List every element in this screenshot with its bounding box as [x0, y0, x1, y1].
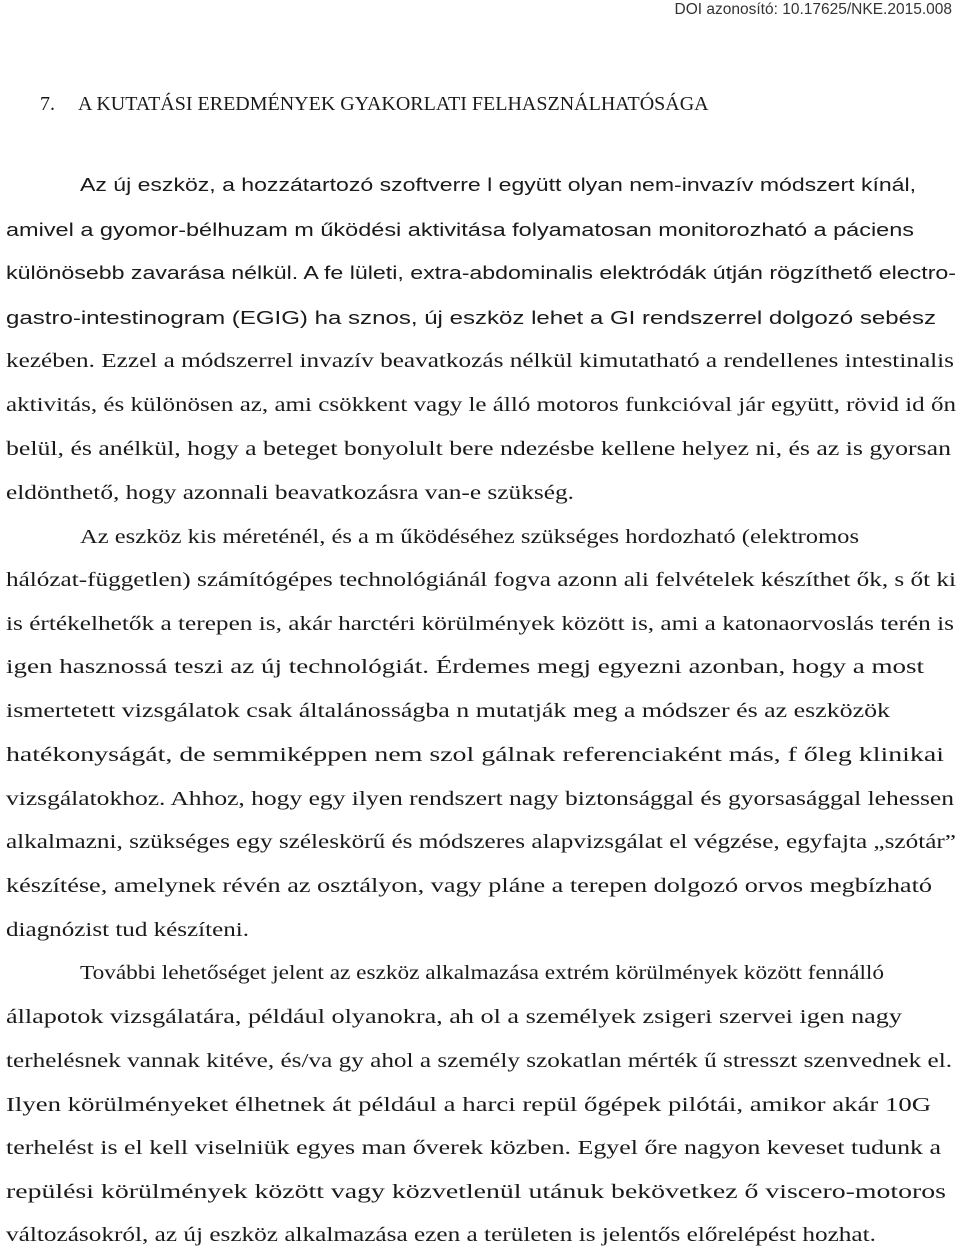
text-line: repülési körülmények között vagy közvetlenül utánuk bekövetkez ő viscero-motoros: [6, 1181, 946, 1203]
text-line: aktivitás, és különösen az, ami csökkent vagy le álló motoros funkcióval jár együtt, rövid id őn: [6, 394, 957, 416]
text-line: ismertetett vizsgálatok csak általánosságba n mutatják meg a módszer és az eszközök: [6, 700, 891, 722]
text-line: Ilyen körülményeket élhetnek át például a harci repül őgépek pilótái, amikor akár 10G: [6, 1094, 932, 1116]
text-line: Az új eszköz, a hozzátartozó szoftverre l együtt olyan nem-invazív módszert kínál,: [80, 174, 917, 195]
text-line: készítése, amelynek révén az osztályon, vagy pláne a terepen dolgozó orvos megbízható: [6, 875, 932, 897]
text-line: gastro-intestinogram (EGIG) ha sznos, új eszköz lehet a GI rendszerrel dolgozó sebész: [6, 307, 936, 328]
text-line: vizsgálatokhoz. Ahhoz, hogy egy ilyen rendszert nagy biztonsággal és gyorsasággal lehessen: [6, 788, 955, 810]
section-number: 7.: [40, 93, 55, 115]
text-line: Az eszköz kis méreténél, és a m űködéséhez szükséges hordozható (elektromos: [80, 526, 860, 548]
text-line: terhelésnek vannak kitéve, és/va gy ahol a személy szokatlan mérték ű stresszt szenvednek el.: [6, 1050, 953, 1072]
text-line: alkalmazni, szükséges egy széleskörű és módszeres alapvizsgálat el végzése, egyfajta „szótár”: [6, 831, 956, 853]
text-line: További lehetőséget jelent az eszköz alkalmazása extrém körülmények között fennálló: [80, 962, 885, 984]
text-line: eldönthető, hogy azonnali beavatkozásra van-e szükség.: [6, 482, 575, 504]
text-line: is értékelhetők a terepen is, akár harctéri körülmények között is, ami a katonaorvoslás terén is: [6, 613, 954, 635]
text-line: változásokról, az új eszköz alkalmazása ezen a területen is jelentős előrelépést hozhat.: [6, 1224, 876, 1246]
text-line: belül, és anélkül, hogy a beteget bonyolult bere ndezésbe kellene helyez ni, és az is gyorsan: [6, 438, 952, 460]
text-line: különösebb zavarása nélkül. A fe lületi, extra-abdominalis elektródák útján rögzíthető electro-: [6, 262, 957, 283]
text-line: hálózat-független) számítógépes technológiánál fogva azonn ali felvételek készíthet ők, s őt ki: [6, 569, 957, 591]
text-line: amivel a gyomor-bélhuzam m űködési aktivitása folyamatosan monitorozható a páciens: [6, 219, 915, 240]
text-line: állapotok vizsgálatára, például olyanokra, ah ol a személyek zsigeri szervei igen nagy: [6, 1006, 902, 1028]
doi-identifier: DOI azonosító: 10.17625/NKE.2015.008: [674, 1, 952, 18]
section-title: A KUTATÁSI EREDMÉNYEK GYAKORLATI FELHASZNÁLHATÓSÁGA: [78, 93, 709, 115]
text-line: hatékonyságát, de semmiképpen nem szol gálnak referenciaként más, f őleg klinikai: [6, 744, 944, 766]
text-line: diagnózist tud készíteni.: [6, 919, 250, 941]
text-line: kezében. Ezzel a módszerrel invazív beavatkozás nélkül kimutatható a rendellenes intestinalis: [6, 350, 954, 372]
text-line: igen hasznossá teszi az új technológiát. Érdemes megj egyezni azonban, hogy a most: [6, 656, 924, 678]
text-line: terhelést is el kell viselniük egyes man őverek közben. Egyel őre nagyon keveset tudunk a: [6, 1137, 942, 1159]
